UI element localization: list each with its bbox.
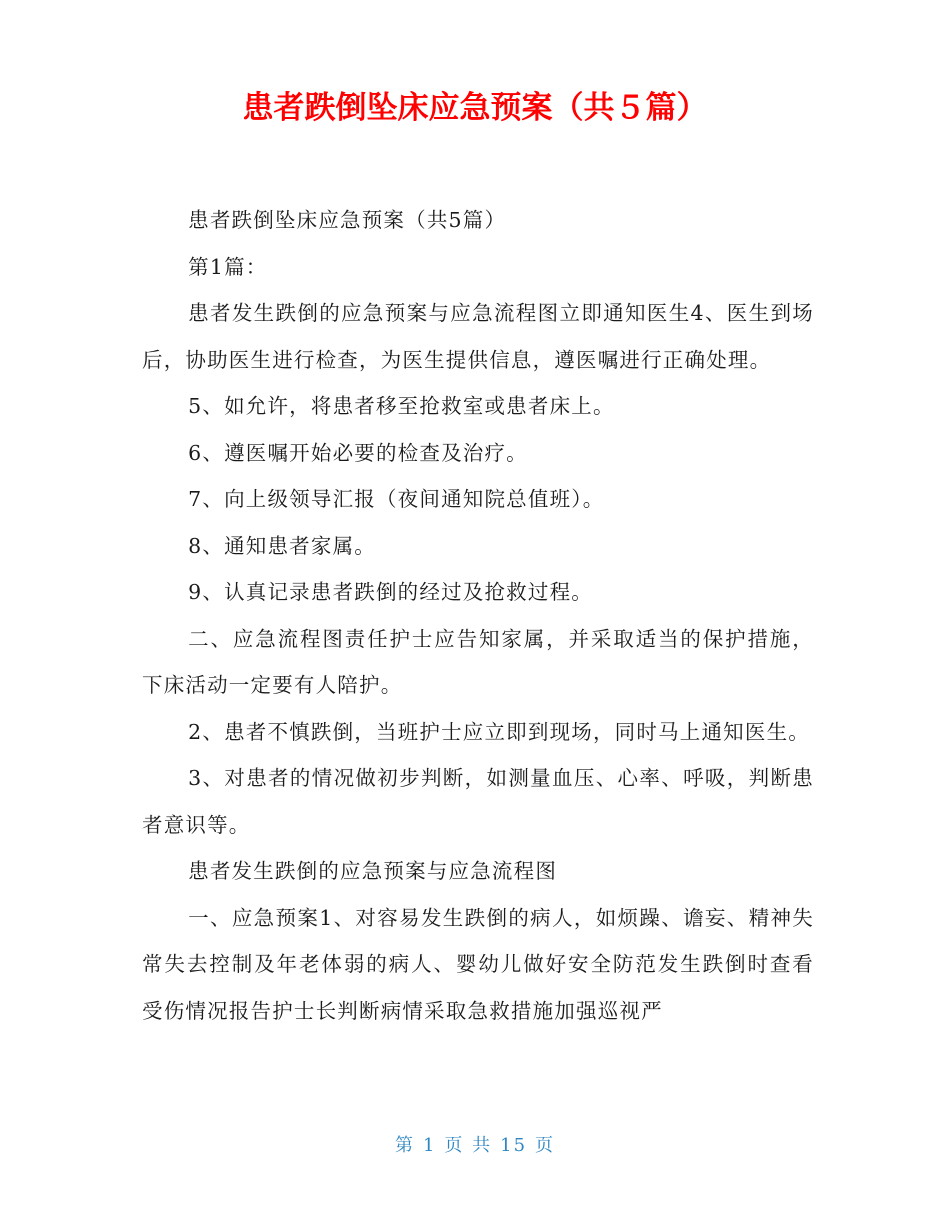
- total-pages-number: 15: [500, 1135, 528, 1156]
- footer-suffix: 页: [535, 1135, 556, 1156]
- page-footer: [0, 1132, 950, 1160]
- footer-prefix: 第: [394, 1135, 415, 1156]
- paragraph: 5、如允许，将患者移至抢救室或患者床上。: [188, 394, 615, 418]
- paragraph: 患者发生跌倒的应急预案与应急流程图: [188, 859, 558, 883]
- paragraph: 一、应急预案1、对容易发生跌倒的病人，如烦躁、谵妄、精神失常失去控制及年老体弱的病人、婴幼儿做好安全防范发生跌倒时查看受伤情况报告护士长判断病情采取急救措施加强巡视严: [142, 905, 814, 1023]
- paragraph: 9、认真记录患者跌倒的经过及抢救过程。: [188, 580, 593, 604]
- paragraph: 患者跌倒坠床应急预案（共5篇）: [188, 208, 507, 232]
- current-page-number: 1: [422, 1135, 437, 1156]
- footer-middle: 页 共: [444, 1135, 493, 1156]
- document-body: [142, 197, 814, 1034]
- paragraph: 二、应急流程图责任护士应告知家属，并采取适当的保护措施，下床活动一定要有人陪护。: [142, 626, 814, 697]
- paragraph: 8、通知患者家属。: [188, 533, 376, 558]
- paragraph: 2、患者不慎跌倒，当班护士应立即到现场，同时马上通知医生。: [188, 719, 810, 744]
- paragraph: 7、向上级领导汇报（夜间通知院总值班）。: [188, 487, 605, 511]
- paragraph: 3、对患者的情况做初步判断，如测量血压、心率、呼吸，判断患者意识等。: [142, 766, 814, 837]
- paragraph: 6、遵医嘱开始必要的检查及治疗。: [188, 440, 528, 465]
- paragraph: 患者发生跌倒的应急预案与应急流程图立即通知医生4、医生到场后，协助医生进行检查，为医生提供信息，遵医嘱进行正确处理。: [142, 301, 814, 372]
- paragraph: 第1篇：: [188, 254, 268, 279]
- page-title: 患者跌倒坠床应急预案（共５篇）: [242, 90, 708, 126]
